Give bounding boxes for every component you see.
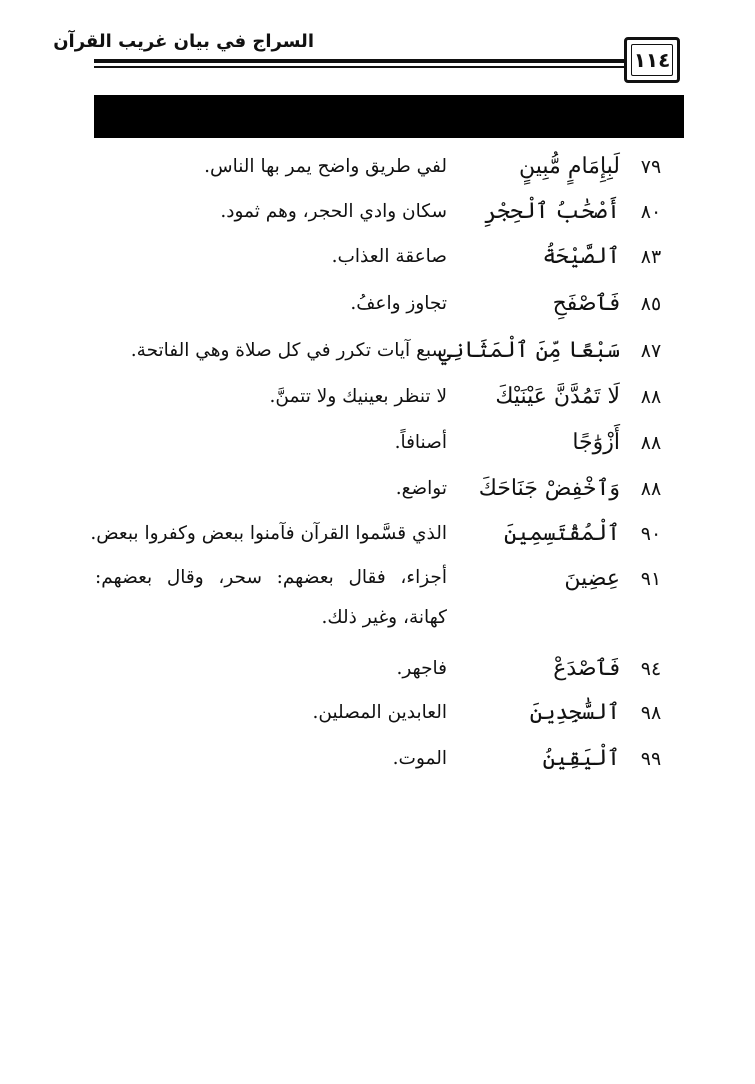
verse-number: ٨٥	[640, 293, 662, 315]
word-meaning: تواضع.	[395, 478, 447, 499]
quran-word: ٱلْيَقِينُ	[542, 746, 620, 771]
quran-word: ٱلْمُقْتَسِمِينَ	[503, 521, 620, 546]
verse-number: ٨٨	[640, 478, 662, 500]
verse-number: ٨٨	[640, 432, 662, 454]
book-title: السراج في بيان غريب القرآن	[53, 31, 314, 52]
quran-word: ٱلصَّيْحَةُ	[542, 244, 620, 269]
glossary-entry	[0, 242, 755, 282]
quran-word: لَا تَمُدَّنَّ عَيْنَيْكَ	[495, 384, 620, 409]
glossary-entry	[0, 654, 755, 694]
quran-word: عِضِينَ	[564, 566, 620, 591]
quran-word: وَٱخْفِضْ جَنَاحَكَ	[478, 476, 620, 501]
glossary-entry	[0, 698, 755, 738]
verse-number: ٨٨	[640, 386, 662, 408]
word-meaning: فاجهر.	[396, 658, 447, 679]
quran-word: أَزْوَٰجًا	[572, 430, 620, 455]
quran-word: سَبْعًا مِّنَ ٱلْمَثَانِي	[438, 338, 620, 363]
quran-word: فَٱصْدَعْ	[553, 656, 620, 681]
word-meaning: صاعقة العذاب.	[331, 246, 447, 267]
word-meaning: لا تنظر بعينيك ولا تتمنَّ.	[269, 386, 447, 407]
glossary-entry	[0, 382, 755, 422]
quran-word: ٱلسَّٰجِدِينَ	[529, 700, 620, 725]
word-meaning: لفي طريق واضح يمر بها الناس.	[204, 156, 447, 177]
verse-number: ٩١	[640, 568, 662, 590]
glossary-entry	[0, 336, 755, 376]
word-meaning: الذي قسَّموا القرآن فآمنوا ببعض وكفروا ببعض.	[90, 523, 447, 544]
verse-number: ٩٨	[640, 702, 662, 724]
verse-number: ٩٠	[640, 523, 662, 545]
verse-number: ٧٩	[640, 156, 662, 178]
glossary-entry	[0, 744, 755, 784]
page-number: ١١٤	[633, 48, 671, 72]
word-meaning: أصنافاً.	[394, 432, 447, 453]
verse-number: ٨٧	[640, 340, 662, 362]
glossary-entry	[0, 428, 755, 468]
word-meaning: العابدين المصلين.	[312, 702, 447, 723]
glossary-entry	[0, 152, 755, 192]
quran-word: فَٱصْفَحِ	[552, 291, 620, 316]
word-meaning: سكان وادي الحجر، وهم ثمود.	[220, 201, 447, 222]
glossary-entry	[0, 197, 755, 237]
quran-word: لَبِإِمَامٍ مُّبِينٍ	[519, 154, 620, 179]
word-meaning: الموت.	[392, 748, 447, 769]
verse-number: ٩٤	[640, 658, 662, 680]
word-meaning: أجزاء، فقال بعضهم: سحر، وقال بعضهم: كهانة، وغير ذلك.	[95, 567, 447, 628]
verse-number: ٩٩	[640, 748, 662, 770]
verse-number: ٨٣	[640, 246, 662, 268]
glossary-entry	[0, 289, 755, 329]
glossary-entry	[0, 519, 755, 559]
glossary-entry	[0, 564, 755, 644]
quran-word: أَصْحَٰبُ ٱلْحِجْرِ	[484, 199, 620, 224]
word-meaning: سبع آيات تكرر في كل صلاة وهي الفاتحة.	[130, 340, 447, 361]
glossary-entry	[0, 474, 755, 514]
verse-number: ٨٠	[640, 201, 662, 223]
word-meaning: تجاوز واعفُ.	[350, 293, 447, 314]
